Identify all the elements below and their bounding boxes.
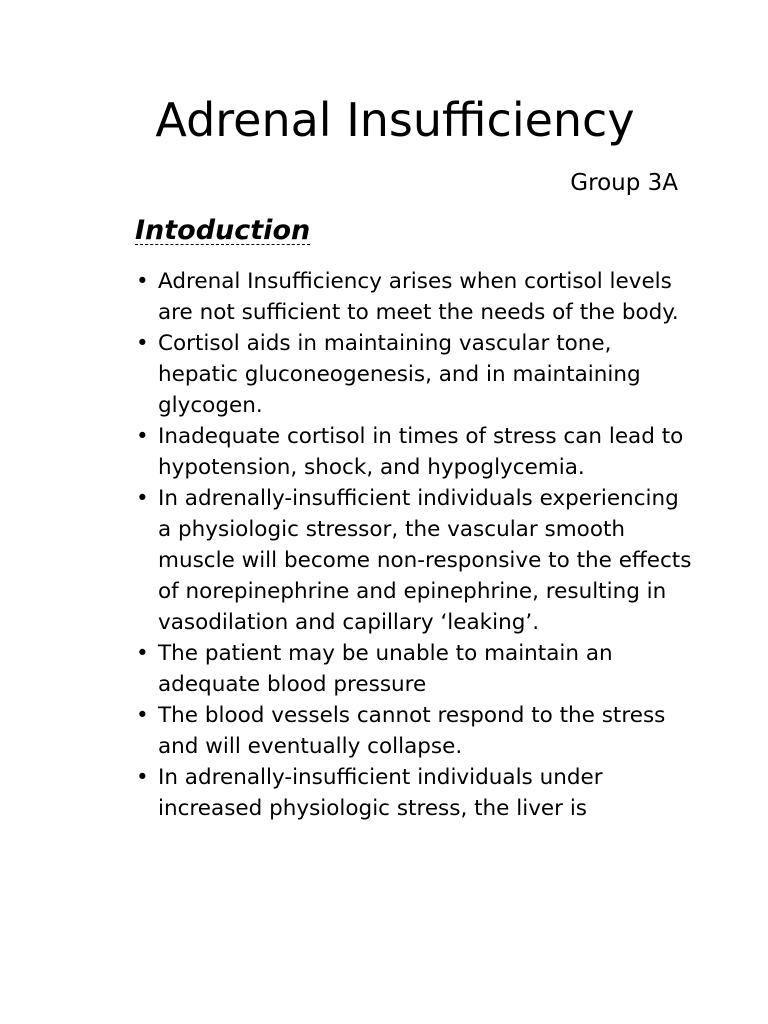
bullet-text: In adrenally-insufficient individuals experiencing a physiologic stressor, the vascular smooth muscle will become non-responsive to the effects of norepinephrine and epinephrine, resulting in vasodilation and capillary ‘leaking’. (158, 486, 692, 635)
bullet-text: Cortisol aids in maintaining vascular tone, hepatic gluconeogenesis, and in maintaining glycogen. (158, 331, 641, 418)
bullet-dot-icon: • (136, 641, 149, 666)
document-title: Adrenal Insufficiency (155, 93, 635, 147)
bullet-list (132, 266, 692, 824)
bullet-dot-icon: • (136, 703, 149, 728)
bullet-item (132, 762, 692, 824)
bullet-text: Adrenal Insufficiency arises when cortisol levels are not sufficient to meet the needs of the body. (158, 269, 679, 325)
bullet-text: Inadequate cortisol in times of stress can lead to hypotension, shock, and hypoglycemia. (158, 424, 684, 480)
bullet-item (132, 328, 692, 421)
section-heading-introduction: Intoduction (135, 215, 311, 246)
bullet-dot-icon: • (136, 765, 149, 790)
bullet-text: The blood vessels cannot respond to the stress and will eventually collapse. (158, 703, 666, 759)
bullet-dot-icon: • (136, 424, 149, 449)
bullet-dot-icon: • (136, 331, 149, 356)
bullet-dot-icon: • (136, 269, 149, 294)
bullet-item (132, 483, 692, 638)
bullet-item (132, 638, 692, 700)
bullet-dot-icon: • (136, 486, 149, 511)
group-label: Group 3A (570, 170, 678, 196)
bullet-item (132, 266, 692, 328)
bullet-text: In adrenally-insufficient individuals under increased physiologic stress, the liver is (158, 765, 603, 821)
bullet-text: The patient may be unable to maintain an adequate blood pressure (158, 641, 613, 697)
bullet-item (132, 700, 692, 762)
bullet-item (132, 421, 692, 483)
